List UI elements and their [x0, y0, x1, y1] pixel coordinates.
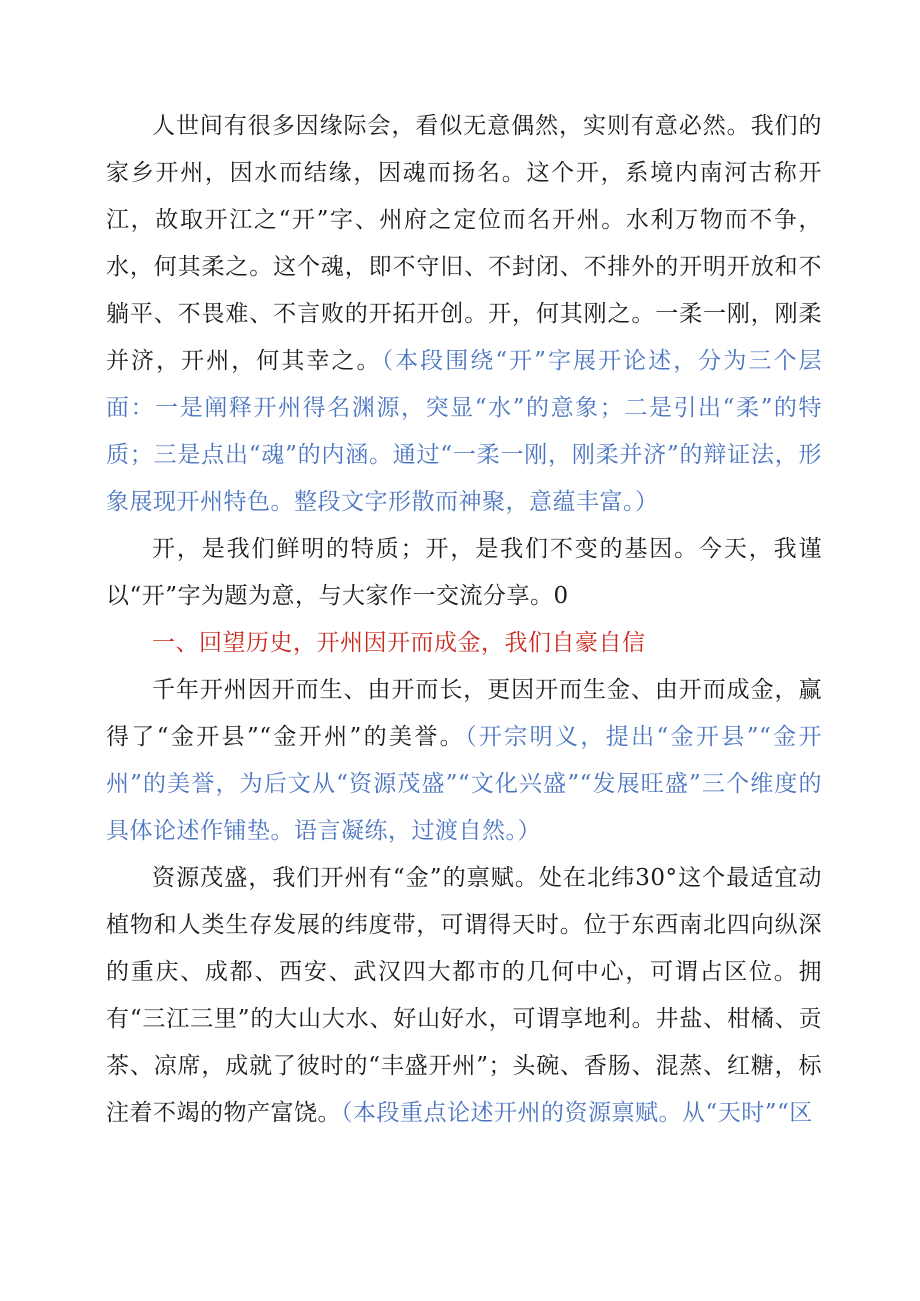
paragraph-resources: [106, 855, 822, 1137]
paragraph-text: 开，是我们鲜明的特质；开，是我们不变的基因。今天，我谨以“开”字为题为意，与大家作一交流分享。0: [106, 536, 822, 609]
paragraph-text: 千年开州因开而生、由开而长，更因开而生金、由开而成金，赢得了“金开县”“金开州”的美誉。: [106, 677, 822, 750]
annotation-note: （本段重点论述开州的资源禀赋。从“天时”“区: [341, 1100, 813, 1126]
section-heading: 一、回望历史，开州因开而成金，我们自豪自信: [152, 630, 646, 656]
paragraph-section-intro: [106, 667, 822, 855]
paragraph-theme: [106, 526, 822, 620]
paragraph-text: 人世间有很多因缘际会，看似无意偶然，实则有意必然。我们的家乡开州，因水而结缘，因魂而扬名。这个开，系境内南河古称开江，故取开江之“开”字、州府之定位而名开州。水利万物而不争，水，何其柔之。这个魂，即不守旧、不封闭、不排外的开明开放和不躺平、不畏难、不言败的开拓开创。开，何其刚之。一柔一刚，刚柔并济，开州，何其幸之。: [106, 113, 822, 374]
paragraph-intro: [106, 103, 822, 526]
annotation-note: （本段围绕“开”字展开论述，分为三个层面：一是阐释开州得名渊源，突显“水”的意象；二是引出“柔”的特质；三是点出“魂”的内涵。通过“一柔一刚，刚柔并济”的辩证法，形象展现开州特色。整段文字形散而神聚，意蕴丰富。）: [106, 348, 822, 515]
document-page: [106, 103, 822, 1137]
annotation-note: （开宗明义，提出“金开县”“金开州”的美誉，为后文从“资源茂盛”“文化兴盛”“发展旺盛”三个维度的具体论述作铺垫。语言凝练，过渡自然。）: [106, 724, 822, 844]
paragraph-text: 资源茂盛，我们开州有“金”的禀赋。处在北纬30°这个最适宜动植物和人类生存发展的纬度带，可谓得天时。位于东西南北四向纵深的重庆、成都、西安、武汉四大都市的几何中心，可谓占区位。拥有“三江三里”的大山大水、好山好水，可谓享地利。井盐、柑橘、贡茶、凉席，成就了彼时的“丰盛开州”；头碗、香肠、混蒸、红糖，标注着不竭的物产富饶。: [106, 865, 822, 1126]
